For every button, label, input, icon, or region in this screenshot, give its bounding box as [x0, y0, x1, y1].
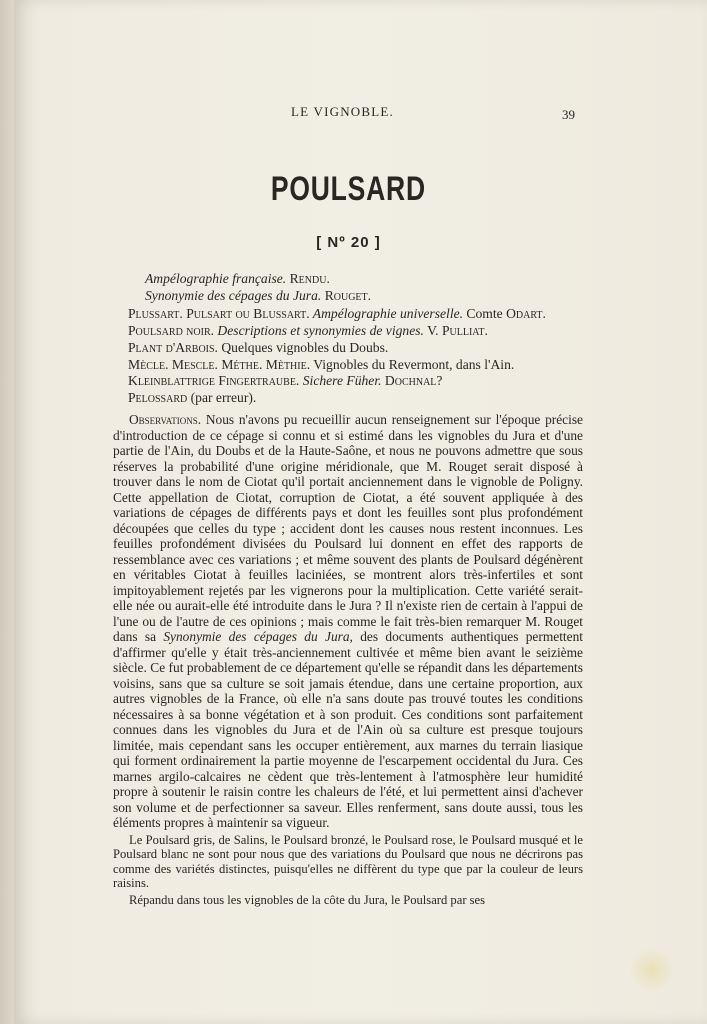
body-text	[113, 412, 583, 907]
observations-text: Nous n'avons pu recueillir aucun renseignement sur l'époque précise d'introduction de ce cépage si connu et si estimé dans les vignobles du Jura et d'une partie de l'Ain, du Doubs et de la Haute-Saône, et nous ne pouvons admettre que sous réserves la probabilité d'une origine méridionale, que M. Rouget serait disposé à trouver dans le nom de Ciotat qu'il portait anciennement dans le vignoble de Poligny. Cette appellation de Ciotat, corruption de Ciotat, a été souvent appliquée à des variations de cépages de différents pays et dont les feuilles sont plus profondément découpées que celles du type ; accident dont les causes nous restent inconnues. Les feuilles profondément divisées du Poulsard lui donnent en effet des rapports de ressemblance avec ces variations ; et même souvent des plants de Poulsard dégénèrent en véritables Ciotat à feuilles laciniées, se montrent alors très-infertiles et sont impitoyablement rejetés par les vignerons pour la multiplication. Cette variété serait-elle née ou aurait-elle été introduite dans le Jura ? Il n'existe rien de certain à l'appui de l'une ou de l'autre de ces opinions ; mais comme le fait très-bien remarquer M. Rouget dans sa	[113, 412, 583, 644]
page-number: 39	[562, 107, 575, 122]
synonym-line	[145, 270, 605, 287]
synonym-part: Plussart. Pulsart ou Blussart.	[128, 306, 310, 321]
synonym-part: Ampélographie française.	[145, 271, 287, 286]
synonym-line	[145, 287, 605, 304]
synonym-part: Vignobles du Revermont, dans l'Ain.	[310, 357, 515, 372]
synonym-part: Pulliat.	[441, 323, 488, 338]
observations-text-continued: des documents authentiques permettent d'affirmer qu'elle y était très-anciennement cultivée et même bien avant le seizième siècle. Ce fut probablement de ce département qu'elle se répandit dans les départements voisins, sans que sa culture se soit jamais étendue, dans une certaine proportion, aux autres vignobles de la France, où elle n'a sans doute pas trouvé toutes les conditions nécessaires à sa bonne végétation et à son produit. Ces conditions sont parfaitement connues dans les vignobles du Jura et de l'Ain où sa culture est presque toujours limitée, mais cependant sans les occuper entièrement, aux marnes du terrain liasique qui forment ordinairement la partie moyenne de l'escarpement occidental du Jura. Ces marnes argilo-calcaires ne cèdent que très-lentement à l'atmosphère leur humidité propre à soutenir le raisin contre les chaleurs de l'été, et lui permettent ainsi d'achever son volume et de perfectionner sa saveur. Elles renferment, sans doute aussi, tous les éléments propres à maintenir sa vigueur.	[113, 629, 583, 830]
synonym-part: Descriptions et synonymies de vignes.	[214, 323, 424, 338]
synonym-line	[128, 389, 588, 406]
page-title: POULSARD	[270, 170, 426, 208]
synonym-part: V.	[423, 323, 442, 338]
synonym-part: (par erreur).	[187, 390, 257, 405]
observations-paragraph	[113, 412, 583, 831]
synonym-part: Odart.	[506, 306, 546, 321]
entry-number: [ Nº 20 ]	[316, 234, 381, 251]
synonym-part: Sichere Füher.	[299, 373, 382, 388]
synonym-line	[128, 339, 588, 356]
synonym-line	[128, 372, 588, 389]
synonym-part: Rendu.	[286, 271, 330, 286]
observations-label: Observations.	[129, 412, 202, 427]
varieties-paragraph: Le Poulsard gris, de Salins, le Poulsard bronzé, le Poulsard rose, le Poulsard musqué et le Poulsard blanc ne sont pour nous que des variations du Poulsard que nous ne décrirons pas comme des variétés distinctes, puisqu'elles ne diffèrent du type que par la couleur de leurs raisins.	[113, 832, 583, 891]
synonym-part: Kleinblattrige Fingertraube.	[128, 373, 300, 388]
synonym-line	[128, 322, 588, 339]
corner-stain	[628, 948, 676, 992]
running-head: LE VIGNOBLE.	[291, 104, 394, 119]
synonym-part: Plant d'Arbois.	[128, 340, 218, 355]
synonym-part: Rouget.	[321, 288, 372, 303]
page-gutter	[0, 0, 14, 1024]
synonym-line	[128, 305, 588, 322]
synonym-part: Dochnal?	[381, 373, 443, 388]
synonym-line	[128, 356, 588, 373]
synonym-part: Poulsard noir.	[128, 323, 215, 338]
synonym-part: Quelques vignobles du Doubs.	[217, 340, 389, 355]
synonym-part: Pelossard	[128, 390, 188, 405]
synonym-part: Ampélographie universelle.	[309, 306, 464, 321]
synonym-part: Mècle. Mescle. Méthe. Mèthie.	[128, 357, 311, 372]
synonym-part: Synonymie des cépages du Jura.	[145, 288, 322, 303]
observations-italic-title: Synonymie des cépages du Jura,	[163, 629, 353, 644]
distribution-paragraph: Répandu dans tous les vignobles de la côte du Jura, le Poulsard par ses	[129, 892, 486, 907]
synonym-part: Comte	[463, 306, 507, 321]
page-header	[0, 104, 707, 124]
